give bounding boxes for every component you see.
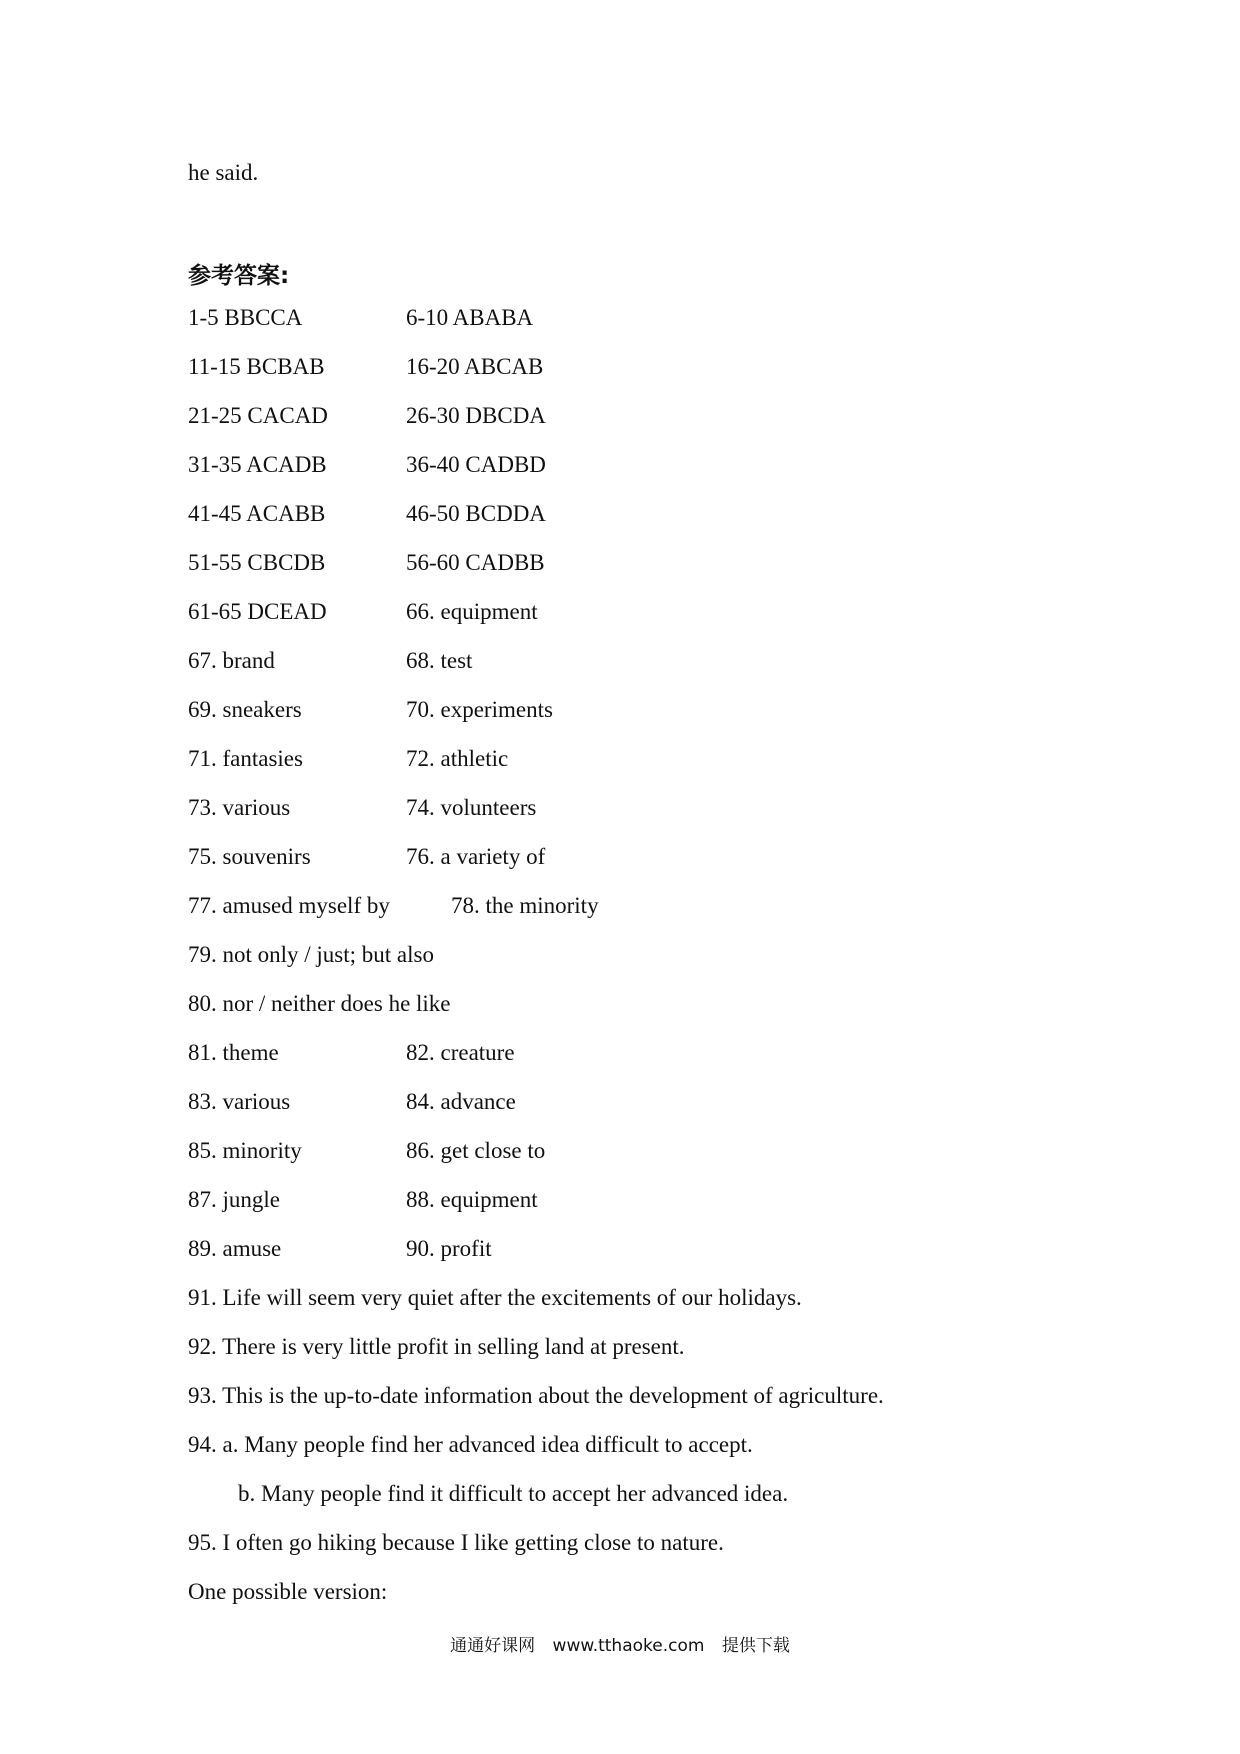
answer-item: 83. various — [188, 1089, 291, 1114]
answer-item: 88. equipment — [406, 1187, 538, 1212]
answer-row — [188, 1187, 1188, 1236]
answer-item: 70. experiments — [406, 697, 553, 722]
answer-row — [188, 1530, 1188, 1579]
answer-row — [188, 746, 1188, 795]
answer-sentence: 94. a. Many people find her advanced idea difficult to accept. — [188, 1432, 753, 1457]
answer-row — [188, 599, 1188, 648]
page-footer — [0, 1631, 1240, 1656]
answer-item: 77. amused myself by — [188, 893, 390, 918]
answer-item: 11-15 BCBAB — [188, 354, 325, 379]
answer-sentence: 91. Life will seem very quiet after the excitements of our holidays. — [188, 1285, 802, 1310]
footer-tagline: 提供下载 — [721, 1636, 790, 1656]
answer-row — [188, 354, 1188, 403]
answer-row — [188, 795, 1188, 844]
answer-item: 86. get close to — [406, 1138, 546, 1163]
answer-row — [188, 697, 1188, 746]
answer-row — [188, 991, 1188, 1040]
answer-item: 75. souvenirs — [188, 844, 311, 869]
answer-item: 66. equipment — [406, 599, 538, 624]
answer-row — [188, 648, 1188, 697]
answer-sentence: 95. I often go hiking because I like getting close to nature. — [188, 1530, 724, 1555]
answer-item: 81. theme — [188, 1040, 279, 1065]
answer-item: 82. creature — [406, 1040, 515, 1065]
answer-row — [188, 452, 1188, 501]
answer-row — [188, 1138, 1188, 1187]
answer-row — [188, 305, 1188, 354]
answer-row — [188, 844, 1188, 893]
answer-row — [188, 1089, 1188, 1138]
answer-item: 87. jungle — [188, 1187, 280, 1212]
answer-item: 84. advance — [406, 1089, 516, 1114]
answer-row — [188, 1579, 1188, 1628]
answer-item: 90. profit — [406, 1236, 492, 1261]
answer-sentence: 93. This is the up-to-date information about the development of agriculture. — [188, 1383, 884, 1408]
answer-row — [188, 501, 1188, 550]
answer-item: 79. not only / just; but also — [188, 942, 434, 967]
footer-url: www.tthaoke.com — [552, 1636, 705, 1656]
answer-item: 46-50 BCDDA — [406, 501, 546, 526]
answer-item: 85. minority — [188, 1138, 302, 1163]
footer-site-name: 通通好课网 — [450, 1636, 536, 1656]
answer-sentence: b. Many people find it difficult to accept her advanced idea. — [238, 1481, 789, 1506]
intro-text: he said. — [188, 160, 259, 185]
answer-row — [188, 1383, 1188, 1432]
answer-row — [188, 942, 1188, 991]
answer-key-heading: 参考答案: — [188, 263, 290, 289]
answer-sentence: 92. There is very little profit in selling land at present. — [188, 1334, 685, 1359]
answer-row — [188, 1481, 1188, 1530]
answer-item: 21-25 CACAD — [188, 403, 328, 428]
version-label: One possible version: — [188, 1579, 388, 1604]
answer-item: 74. volunteers — [406, 795, 537, 820]
answer-item: 78. the minority — [451, 893, 599, 918]
answer-item: 67. brand — [188, 648, 275, 673]
answer-item: 1-5 BBCCA — [188, 305, 303, 330]
answer-row — [188, 550, 1188, 599]
answer-item: 69. sneakers — [188, 697, 302, 722]
answer-row — [188, 1236, 1188, 1285]
answer-item: 68. test — [406, 648, 473, 673]
answer-item: 76. a variety of — [406, 844, 546, 869]
answer-item: 31-35 ACADB — [188, 452, 327, 477]
answer-item: 51-55 CBCDB — [188, 550, 326, 575]
answer-item: 36-40 CADBD — [406, 452, 546, 477]
answer-item: 26-30 DBCDA — [406, 403, 546, 428]
answer-item: 73. various — [188, 795, 291, 820]
answer-row — [188, 1285, 1188, 1334]
answer-row — [188, 893, 1188, 942]
answer-item: 71. fantasies — [188, 746, 303, 771]
answer-item: 61-65 DCEAD — [188, 599, 327, 624]
answer-row — [188, 403, 1188, 452]
answer-item: 6-10 ABABA — [406, 305, 534, 330]
answer-item: 56-60 CADBB — [406, 550, 545, 575]
answer-item: 80. nor / neither does he like — [188, 991, 451, 1016]
answer-row — [188, 1432, 1188, 1481]
answer-row — [188, 1040, 1188, 1089]
answer-item: 72. athletic — [406, 746, 509, 771]
answer-item: 16-20 ABCAB — [406, 354, 544, 379]
answer-item: 41-45 ACABB — [188, 501, 326, 526]
answer-row — [188, 1334, 1188, 1383]
answer-list — [188, 305, 1188, 1628]
answer-item: 89. amuse — [188, 1236, 282, 1261]
